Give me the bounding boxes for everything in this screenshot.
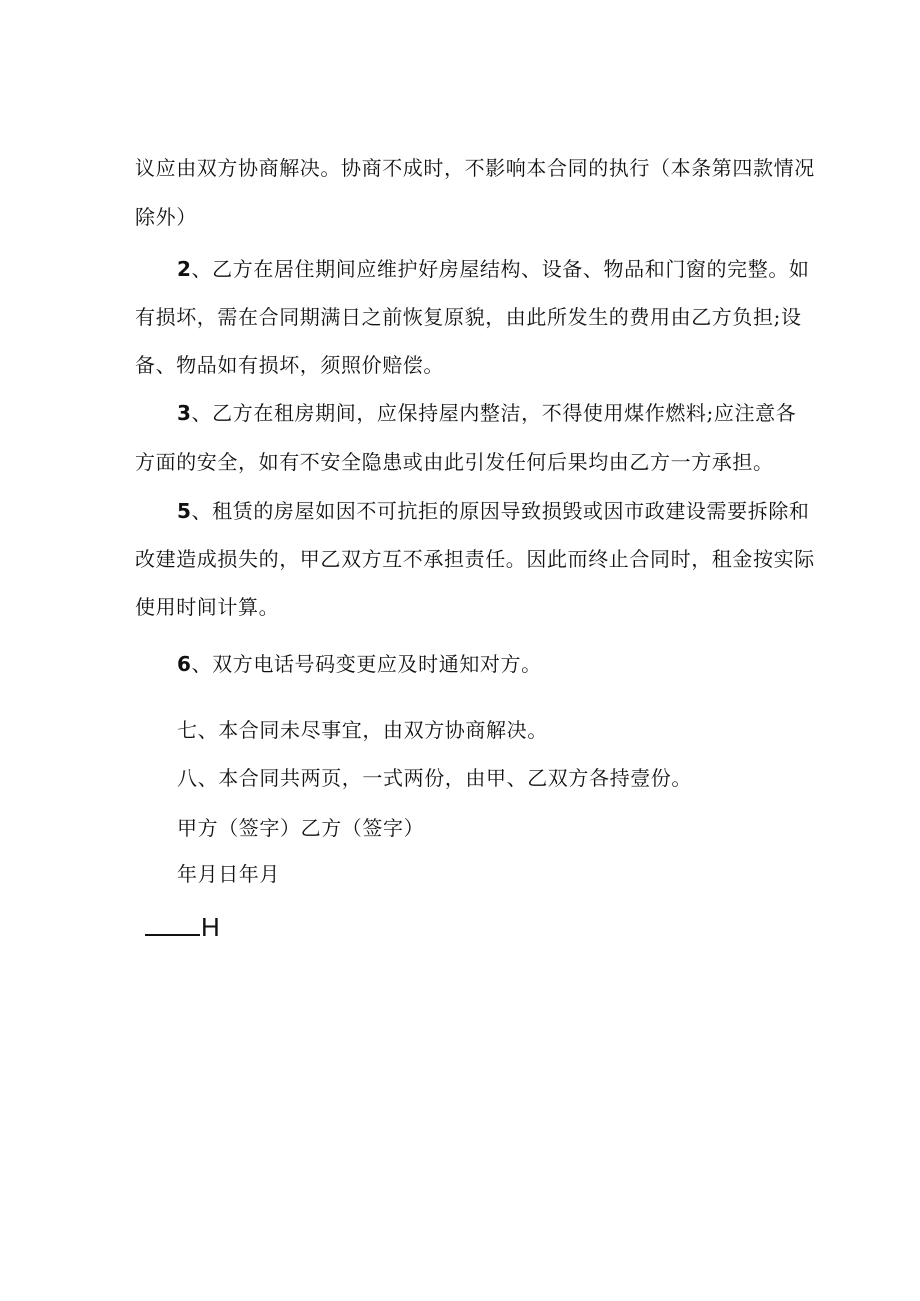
paragraph-line: 除外） — [135, 205, 197, 229]
clause-3-line-1 — [177, 401, 796, 425]
signature-mark — [145, 912, 220, 942]
clause-2-line-3: 备、物品如有损坏，须照价赔偿。 — [135, 353, 444, 377]
clause-5-line-1 — [177, 499, 810, 523]
signature-parties: 甲方（签字）乙方（签字） — [177, 816, 425, 840]
clause-number: 5 — [177, 499, 192, 523]
clause-text: 、乙方在居住期间应维护好房屋结构、设备、物品和门窗的完整。如 — [191, 257, 810, 281]
signature-underline — [145, 934, 200, 936]
clause-text: 、乙方在租房期间，应保持屋内整洁，不得使用煤作燃料;应注意各 — [191, 401, 797, 425]
clause-3-line-2: 方面的安全，如有不安全隐患或由此引发任何后果均由乙方一方承担。 — [135, 450, 774, 474]
article-seven: 七、本合同未尽事宜，由双方协商解决。 — [177, 718, 548, 742]
paragraph-line: 议应由双方协商解决。协商不成时，不影响本合同的执行（本条第四款情况 — [135, 156, 815, 180]
clause-5-line-2: 改建造成损失的，甲乙双方互不承担责任。因此而终止合同时，租金按实际 — [135, 547, 815, 571]
clause-text: 、双方电话号码变更应及时通知对方。 — [191, 652, 542, 676]
clause-number: 6 — [177, 652, 192, 676]
article-eight: 八、本合同共两页，一式两份，由甲、乙双方各持壹份。 — [177, 766, 692, 790]
clause-number: 3 — [177, 401, 192, 425]
clause-text: 、租赁的房屋如因不可抗拒的原因导致损毁或因市政建设需要拆除和 — [191, 499, 810, 523]
clause-number: 2 — [177, 257, 192, 281]
clause-2-line-1 — [177, 257, 810, 281]
clause-5-line-3: 使用时间计算。 — [135, 595, 280, 619]
clause-2-line-2: 有损坏，需在合同期满日之前恢复原貌，由此所发生的费用由乙方负担;设 — [135, 305, 802, 329]
signature-date: 年月日年月 — [177, 862, 280, 886]
signature-mark-text: H — [201, 912, 220, 942]
clause-6-line-1 — [177, 652, 542, 676]
